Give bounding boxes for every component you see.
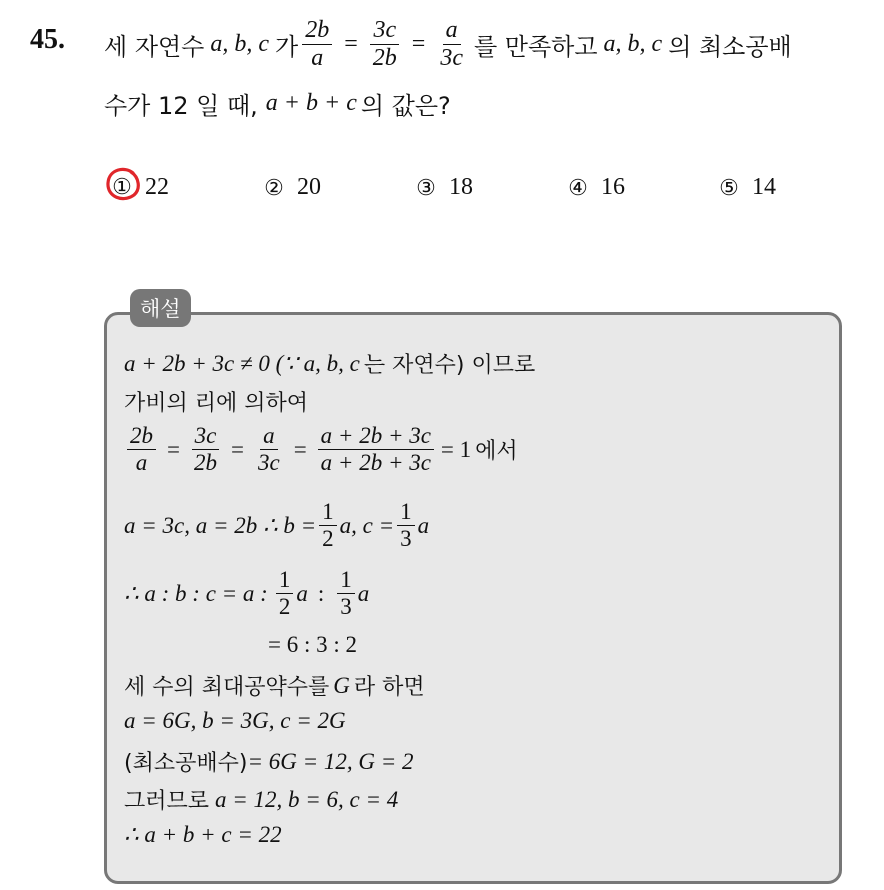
fraction-3c-over-2b (370, 18, 400, 71)
choice-value: 18 (449, 174, 473, 200)
numerator: 1 (276, 568, 294, 594)
math-expr: a = 3c, a = 2b ∴ b = (124, 512, 317, 538)
solution-text: 라 하면 (353, 675, 425, 700)
fraction-a-over-3c (437, 18, 466, 71)
math-expr: a (296, 580, 308, 606)
numerator: 3c (370, 18, 399, 45)
denominator: 2b (372, 45, 397, 72)
denominator: a + 2b + 3c (320, 450, 431, 476)
fraction-2b-over-a (127, 424, 156, 475)
red-answer-circle-icon (103, 165, 143, 205)
denominator: 3 (340, 594, 352, 620)
math-expr: = 6G = 12, G = 2 (247, 748, 414, 774)
denominator: a (311, 45, 324, 72)
problem-line-1 (104, 18, 792, 71)
equals-sign: = (344, 31, 358, 58)
choice-4[interactable] (567, 174, 625, 201)
choice-value: 14 (752, 174, 776, 200)
choice-value: 20 (297, 174, 321, 200)
math-expr: a = 12, b = 6, c = 4 (215, 786, 399, 812)
problem-vars: a, b, c (210, 31, 270, 58)
choice-3[interactable] (415, 174, 473, 201)
problem-text: 의 최소공배 (668, 33, 792, 62)
math-expr: a, c = (339, 512, 395, 538)
fraction-one-third (397, 500, 415, 551)
choice-mark: ① (112, 174, 132, 199)
problem-text: 의 값은? (360, 92, 451, 120)
solution-text: (최소공배수) (124, 751, 248, 776)
math-expr: = 6 : 3 : 2 (268, 632, 358, 657)
numerator: 2b (127, 424, 156, 450)
fraction-2b-over-a (302, 18, 332, 71)
problem-line-2 (104, 86, 451, 121)
math-expr: G (333, 672, 350, 698)
denominator: 3 (400, 526, 412, 552)
equals-sign: = (411, 31, 426, 58)
choice-value: 16 (601, 174, 625, 200)
solution-line-5 (124, 568, 369, 619)
math-expr: a (417, 512, 430, 538)
fraction-sum-over-sum (318, 424, 434, 475)
choice-value: 22 (145, 174, 169, 200)
equals-sign: = (293, 436, 307, 462)
math-expr: a + 2b + 3c ≠ 0 (∵ a, b, c (124, 350, 360, 376)
equals-sign: = (230, 436, 244, 462)
choice-2[interactable] (263, 174, 321, 201)
choice-mark: ③ (416, 174, 436, 200)
problem-text: 세 자연수 (104, 33, 205, 62)
choice-mark: ⑤ (719, 174, 739, 200)
numerator: a (260, 424, 278, 450)
solution-text: 세 수의 최대공약수를 (124, 675, 330, 700)
denominator: 3c (440, 45, 463, 72)
solution-tag: 해설 (130, 289, 191, 327)
numerator: 1 (397, 500, 415, 526)
equals-sign: = (167, 436, 180, 462)
numerator: 1 (319, 500, 337, 526)
solution-line-7 (124, 670, 425, 701)
solution-text: 가비의 리에 의하여 (124, 391, 309, 416)
solution-line-10 (124, 784, 398, 815)
denominator: a (135, 450, 148, 476)
choice-mark: ④ (568, 174, 588, 200)
solution-line-8 (124, 708, 346, 734)
solution-line-6 (268, 632, 357, 658)
numerator: 2b (302, 18, 332, 45)
math-expr: ∴ a : b : c = a : (124, 580, 268, 606)
fraction-one-third (337, 568, 355, 619)
fraction-one-half (276, 568, 294, 619)
solution-text: 에서 (475, 439, 518, 465)
solution-text: 그러므로 (124, 789, 210, 814)
solution-line-3 (124, 424, 518, 475)
numerator: a (443, 18, 461, 45)
solution-line-11 (124, 822, 282, 848)
math-expr: a (357, 580, 370, 606)
fraction-a-over-3c (255, 424, 283, 475)
fraction-one-half (319, 500, 337, 551)
fraction-3c-over-2b (191, 424, 220, 475)
problem-expr: a + b + c (265, 90, 357, 116)
problem-number: 45. (30, 24, 65, 55)
denominator: 2 (278, 594, 291, 620)
choice-1[interactable] (111, 174, 169, 201)
choice-mark-wrap (111, 174, 145, 201)
problem-vars: a, b, c (603, 31, 663, 58)
math-expr: a = 6G, b = 3G, c = 2G (124, 708, 346, 733)
denominator: 2b (193, 450, 217, 476)
solution-text: 는 자연수) 이므로 (363, 353, 536, 378)
problem-text: 수가 12 일 때, (104, 92, 258, 120)
math-expr: = 1 (440, 436, 472, 462)
denominator: 3c (257, 450, 280, 476)
problem-text: 가 (275, 33, 299, 62)
ratio-colon: : (317, 580, 325, 606)
solution-line-4 (124, 500, 429, 551)
denominator: 2 (322, 526, 334, 552)
solution-line-2 (124, 386, 308, 417)
solution-line-1 (124, 348, 535, 379)
math-expr: ∴ a + b + c = 22 (124, 822, 282, 847)
problem-text: 를 만족하고 (473, 33, 598, 62)
numerator: 1 (337, 568, 355, 594)
choice-mark: ② (264, 174, 284, 200)
choice-5[interactable] (718, 174, 776, 201)
numerator: a + 2b + 3c (318, 424, 434, 450)
numerator: 3c (192, 424, 220, 450)
solution-line-9 (124, 746, 413, 777)
